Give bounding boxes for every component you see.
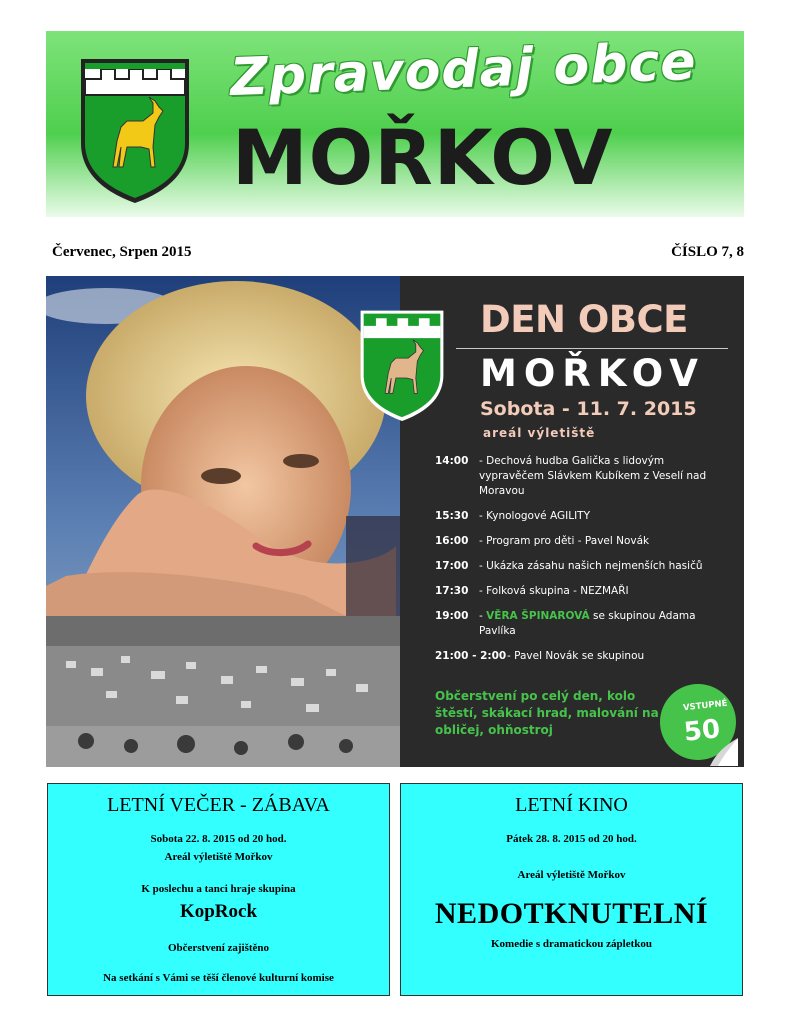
summer-cinema-box	[400, 783, 743, 996]
event-venue: Areál výletiště Mořkov	[164, 851, 273, 863]
event-venue: Areál výletiště Mořkov	[517, 869, 626, 881]
program-item	[435, 559, 715, 574]
poster-extras: Občerstvení po celý den, kolo štěstí, skákací hrad, malování na obličej, ohňostroj	[435, 689, 659, 737]
closing-note: Na setkání s Vámi se těší členové kulturní komise	[103, 972, 334, 984]
film-genre: Komedie s dramatickou zápletkou	[490, 938, 653, 950]
issue-date: Červenec, Srpen 2015	[52, 244, 192, 260]
masthead-title: MOŘKOV	[232, 113, 614, 202]
program-text: - Dechová hudba Galička s lidovým vypravěčem Slávkem Kubíkem z Veselí nad Moravou	[479, 455, 707, 497]
poster-date: Sobota - 11. 7. 2015	[480, 398, 697, 420]
program-text: - Pavel Novák se skupinou	[507, 650, 645, 662]
program-time: 16:00	[435, 535, 469, 547]
event-poster	[46, 276, 744, 767]
program-highlight: VĚRA ŠPINAROVÁ	[486, 610, 590, 622]
masthead-subtitle: Zpravodaj obce	[229, 31, 698, 109]
program-text: se skupinou Adama Pavlíka	[479, 610, 696, 637]
band-name: KopRock	[179, 901, 258, 922]
program-time: 19:00	[435, 610, 469, 622]
program-item	[435, 454, 715, 499]
program-item	[435, 534, 715, 549]
summer-evening-box	[47, 783, 390, 996]
poster-venue: areál výletiště	[483, 426, 596, 440]
coat-of-arms-icon	[75, 55, 195, 205]
program-item	[435, 584, 715, 599]
poster-village: MOŘKOV	[480, 352, 705, 395]
box-title: LETNÍ VEČER - ZÁBAVA	[107, 794, 330, 816]
event-time: Pátek 28. 8. 2015 od 20 hod.	[506, 833, 637, 845]
program-item	[435, 649, 715, 664]
program-time: 21:00 - 2:00	[435, 650, 507, 662]
box-title: LETNÍ KINO	[515, 794, 628, 816]
issue-number: ČÍSLO 7, 8	[671, 244, 744, 260]
program-text: - Program pro děti - Pavel Novák	[479, 535, 650, 547]
program-time: 17:30	[435, 585, 469, 597]
poster-divider	[456, 348, 728, 349]
event-time: Sobota 22. 8. 2015 od 20 hod.	[150, 833, 287, 845]
film-title: NEDOTKNUTELNÍ	[434, 897, 709, 930]
program-list	[435, 454, 715, 674]
program-time: 17:00	[435, 560, 469, 572]
program-text-prefix: -	[479, 610, 487, 622]
program-time: 14:00	[435, 455, 469, 467]
program-item	[435, 509, 715, 524]
program-item	[435, 609, 715, 639]
badge-value: 50	[682, 714, 722, 748]
badge-label: VSTUPNÉ	[682, 698, 728, 714]
poster-photo	[46, 276, 400, 767]
program-text: - Ukázka zásahu našich nejmenších hasičů	[479, 560, 703, 572]
program-text: - Kynologové AGILITY	[479, 510, 590, 522]
poster-coat-of-arms-icon	[356, 306, 448, 424]
refreshments-note: Občerstvení zajištěno	[167, 942, 270, 954]
program-text: - Folková skupina - NEZMAŘI	[479, 585, 629, 597]
band-intro: K poslechu a tanci hraje skupina	[141, 883, 296, 895]
poster-title: DEN OBCE	[480, 298, 688, 341]
program-time: 15:30	[435, 510, 469, 522]
